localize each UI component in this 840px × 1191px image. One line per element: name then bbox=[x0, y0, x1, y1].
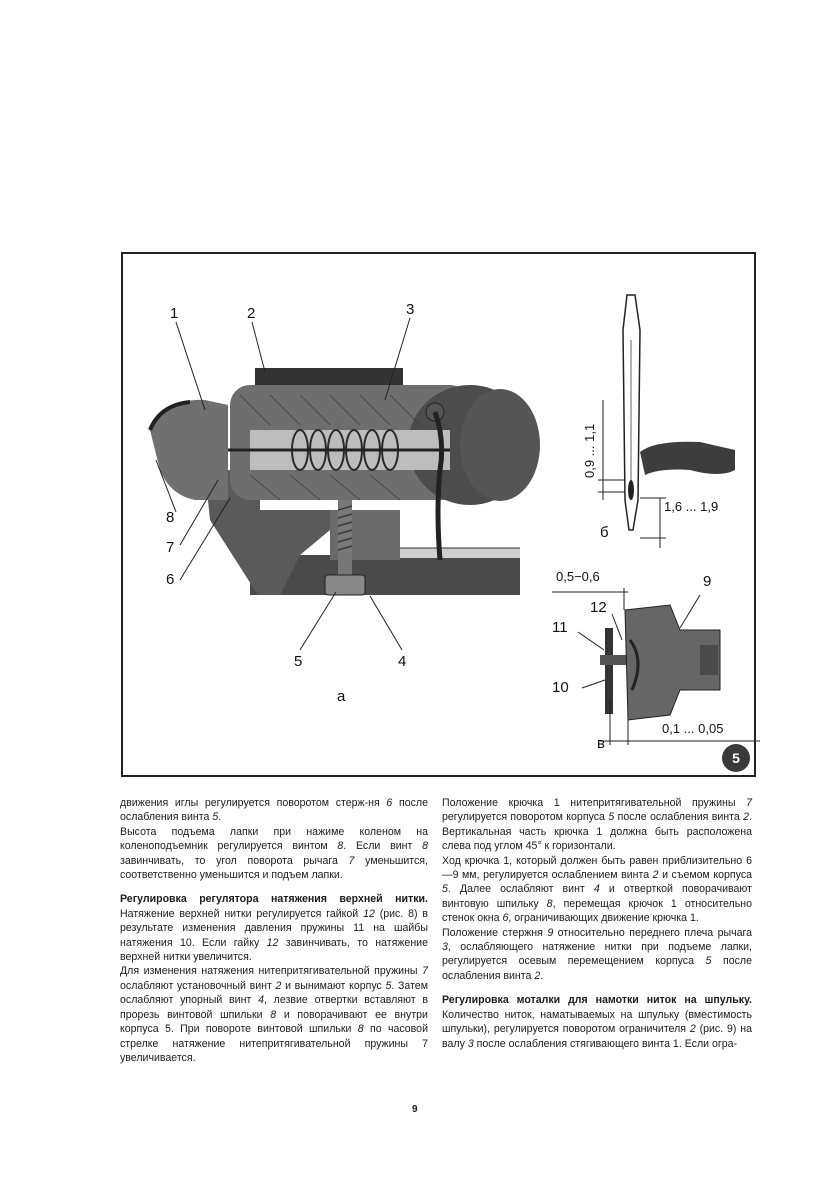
left-paragraph-1: движения иглы регулируется поворотом стерж-ня 6 после ослабления винта 5. bbox=[120, 797, 428, 824]
mechanism-illustration bbox=[150, 368, 540, 595]
figure-label-10: 10 bbox=[552, 679, 569, 696]
figure-label-8: 8 bbox=[166, 509, 175, 526]
page-number: 9 bbox=[412, 1104, 418, 1115]
figure-number-badge: 5 bbox=[722, 744, 750, 772]
section-heading-tension: Регулировка регулятора натяжения верхней нитки. bbox=[120, 893, 428, 906]
figure-caption-b: б bbox=[600, 524, 609, 541]
right-paragraph-3: Положение стержня 9 относительно переднего плеча рычага 3, ослабляющего натяжение нитки при подъеме лапки, регулируется осевым перемещением корпуса 5 после ослабления винта 2. bbox=[442, 926, 753, 982]
right-paragraph-1: Положение крючка 1 нитепритягивательной пружины 7 регулируется поворотом корпуса 5 после ослабления винта 2. Вертикальная часть крючка 1 должна быть расположена слева под углом 45° к горизонтали. bbox=[442, 797, 752, 853]
figure-label-2: 2 bbox=[247, 305, 256, 322]
detail-dim-bottom: 0,1 ... 0,05 bbox=[662, 721, 724, 736]
figure-caption-v: в bbox=[597, 735, 605, 752]
figure-label-1: 1 bbox=[170, 305, 179, 322]
right-text-column bbox=[442, 796, 752, 1051]
figure-label-6: 6 bbox=[166, 571, 175, 588]
figure-label-3: 3 bbox=[406, 301, 415, 318]
right-paragraph-4: Регулировка моталки для намотки ниток на шпульку. Количество ниток, наматываемых на шпульку (вместимость шпульки), регулируется поворотом ограничителя 2 (рис. 9) на валу 3 после ослабления стягивающего винта 1. Если огра- bbox=[442, 994, 752, 1050]
figure-label-12: 12 bbox=[590, 599, 607, 616]
figure-label-9: 9 bbox=[703, 573, 712, 590]
left-paragraph-3: Регулировка регулятора натяжения верхней нитки. Натяжение верхней нитки регулируется гайкой 12 (рис. 8) в результате изменения давления пружины 11 на шайбы натяжения 10. Если гайку 12 завинчивать, то натяжение верхней нитки увеличится. bbox=[120, 893, 428, 964]
figure-label-4: 4 bbox=[398, 653, 407, 670]
needle-dim-horizontal: 1,6 ... 1,9 bbox=[664, 499, 719, 514]
figure-label-7: 7 bbox=[166, 539, 175, 556]
right-paragraph-2: Ход крючка 1, который должен быть равен приблизительно 6—9 мм, регулируется ослаблением винта 2 и съемом корпуса 5. Далее ослабляют винт 4 и отверткой поворачивают винтовую шпильку 8, перемещая крючок 1 относительно стенок окна 6, ограничивающих движение крючка 1. bbox=[442, 854, 753, 925]
figure-label-5: 5 bbox=[294, 653, 303, 670]
needle-dim-vertical: 0,9 ... 1,1 bbox=[582, 423, 597, 478]
detail-dim-top: 0,5−0,6 bbox=[556, 569, 600, 584]
left-paragraph-4: Для изменения натяжения нитепритягивательной пружины 7 ослабляют установочный винт 2 и вынимают корпус 5. Затем ослабляют упорный винт 4, лезвие отвертки вставляют в прорезь винтовой шпильки 8 и поворачивают ее внутри корпуса 5. При повороте винтовой шпильки 8 по часовой стрелке натяжение нитепритягивательной пружины 7 увеличивается. bbox=[120, 965, 428, 1064]
section-heading-winder: Регулировка моталки для намотки ниток на шпульку. bbox=[442, 994, 752, 1007]
left-text-column bbox=[120, 796, 428, 1065]
detail-illustration bbox=[552, 588, 760, 745]
figure-label-11: 11 bbox=[552, 619, 568, 636]
figure-caption-a: а bbox=[337, 688, 346, 705]
left-paragraph-2: Высота подъема лапки при нажиме коленом на коленоподъемник регулируется винтом 8. Если винт 8 завинчивать, то угол поворота рычага 7 уменьшится, соответственно уменьшится и подъем лапки. bbox=[120, 825, 428, 882]
